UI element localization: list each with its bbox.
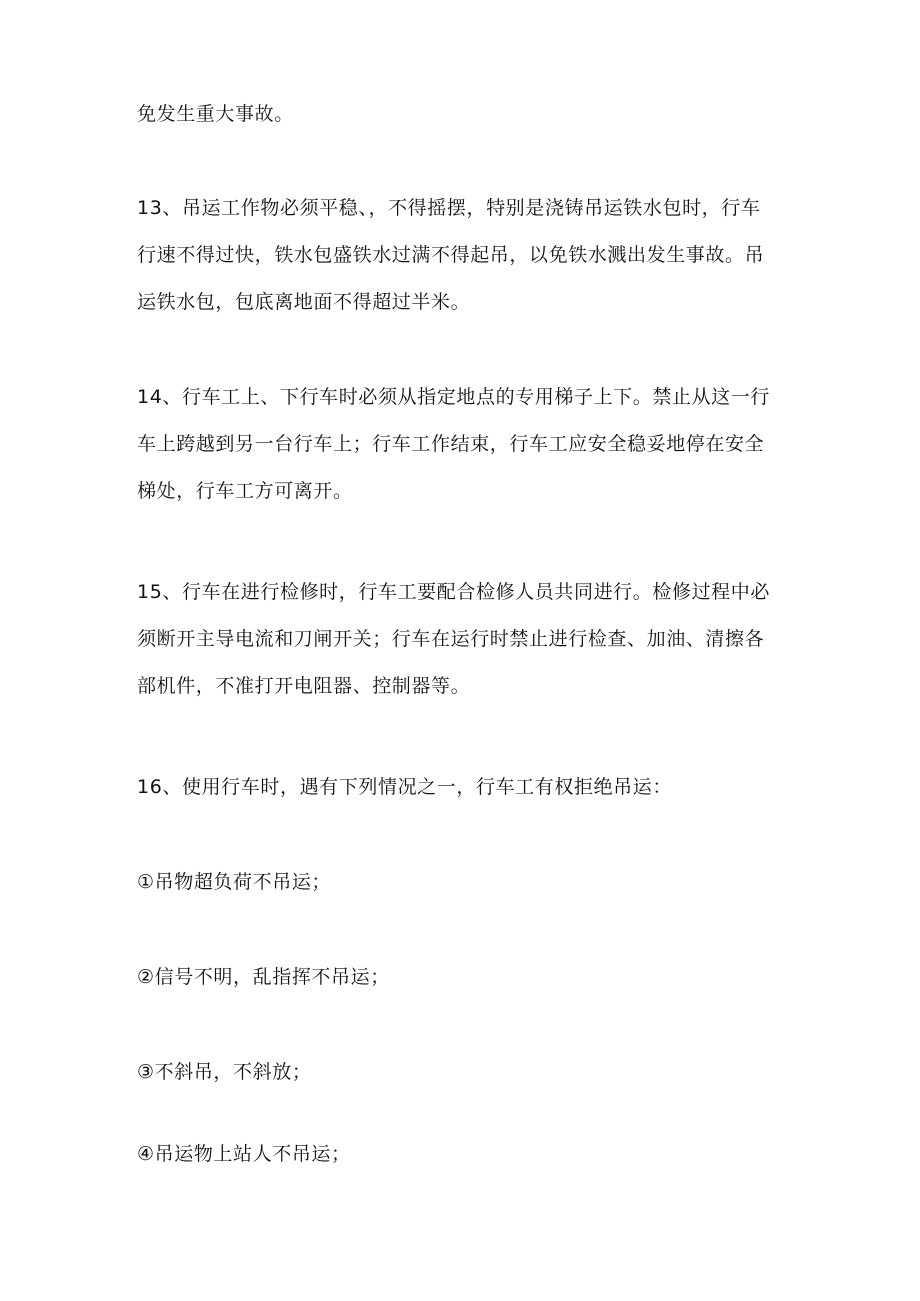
- paragraph-continuation-line-1: 免发生重大事故。: [137, 103, 294, 125]
- sub-item-3: ③不斜吊，不斜放；: [137, 1061, 312, 1083]
- item-13-line-2: 行速不得过快，铁水包盛铁水过满不得起吊，以免铁水溅出发生事故。吊: [137, 244, 765, 266]
- sub-item-2: ②信号不明，乱指挥不吊运；: [137, 966, 390, 988]
- item-15-line-2: 须断开主导电流和刀闸开关；行车在运行时禁止进行检查、加油、清擦各: [137, 628, 765, 650]
- item-14-line-1: 14、行车工上、下行车时必须从指定地点的专用梯子上下。禁止从这一行: [137, 386, 770, 408]
- item-14-line-2: 车上跨越到另一台行车上；行车工作结束，行车工应安全稳妥地停在安全: [137, 433, 765, 455]
- item-16-line-1: 16、使用行车时，遇有下列情况之一，行车工有权拒绝吊运：: [137, 776, 672, 798]
- item-14-line-3: 梯处，行车工方可离开。: [137, 480, 353, 502]
- item-13-line-3: 运铁水包，包底离地面不得超过半米。: [137, 291, 471, 313]
- sub-item-1: ①吊物超负荷不吊运；: [137, 871, 332, 893]
- item-13-line-1: 13、吊运工作物必须平稳、，不得摇摆，特别是浇铸吊运铁水包时，行车: [137, 197, 761, 219]
- sub-item-4: ④吊运物上站人不吊运；: [137, 1143, 351, 1165]
- item-15-line-3: 部机件，不准打开电阻器、控制器等。: [137, 675, 471, 697]
- item-15-line-1: 15、行车在进行检修时，行车工要配合检修人员共同进行。检修过程中必: [137, 581, 770, 603]
